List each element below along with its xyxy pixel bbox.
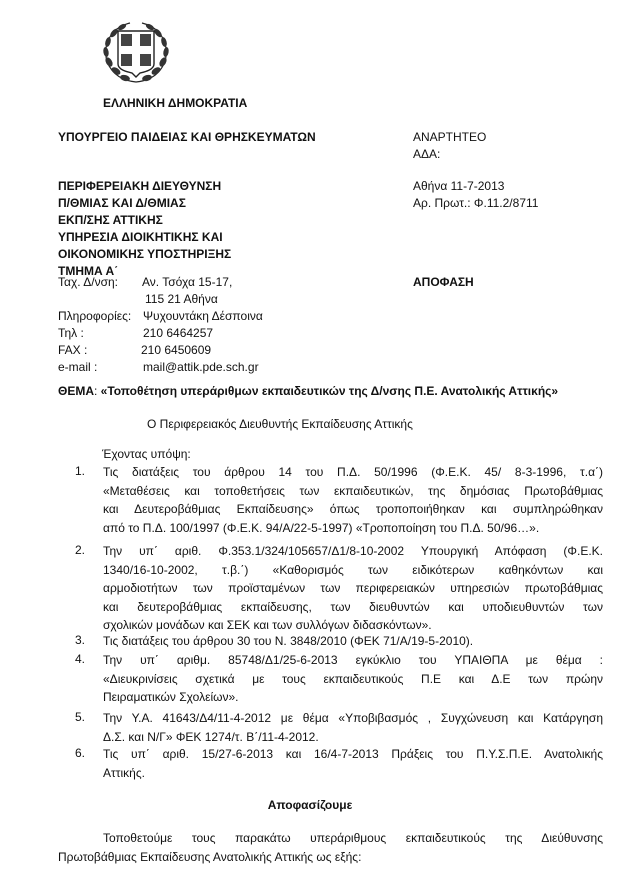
list-number: 3. — [75, 633, 86, 647]
email-value[interactable]: mail@attik.pde.sch.gr — [143, 360, 259, 374]
directorate-block — [58, 178, 231, 280]
list-line: Τις διατάξεις του άρθρου 14 του Π.Δ. 50/1996 (Φ.Ε.Κ. 45/ 8-3-1996, τ.α΄) — [103, 465, 603, 479]
list-item — [75, 542, 605, 636]
list-item — [75, 463, 605, 539]
list-line: Αττικής. — [103, 765, 145, 780]
list-item — [75, 709, 605, 749]
info-value: Ψυχουντάκη Δέσποινα — [143, 309, 263, 323]
phone-value: 210 6464257 — [143, 326, 214, 340]
list-line: σχολικών μονάδων και ΣΕΚ και των συλλόγων διδασκόντων». — [103, 618, 432, 633]
authority-line: Ο Περιφερειακός Διευθυντής Εκπαίδευσης Αττικής — [147, 417, 413, 431]
list-line: «Διευκρινίσεις σχετικά με τους εκπαιδευτικούς Π.Ε και Δ.Ε των πρώην — [103, 671, 603, 686]
list-number: 2. — [75, 543, 86, 557]
list-item — [75, 651, 605, 709]
subject-line — [58, 383, 558, 400]
directorate-line: ΕΚΠ/ΣΗΣ ΑΤΤΙΚΗΣ — [58, 213, 163, 227]
directorate-line: ΥΠΗΡΕΣΙΑ ΔΙΟΙΚΗΤΙΚΗΣ ΚΑΙ — [58, 230, 223, 244]
subject-separator: : — [94, 384, 101, 398]
list-line: Την Υ.Α. 41643/Δ4/11-4-2012 με θέμα «Υποβιβασμός , Συγχώνευση και Κατάργηση — [103, 711, 603, 725]
directorate-line: ΤΜΗΜΑ Α΄ — [58, 264, 119, 278]
list-line: από το Π.Δ. 100/1997 (Φ.Ε.Κ. 94/Α/22-5-1997) «Τροποποίηση του Π.Δ. 50/96…». — [103, 520, 540, 535]
ada-label: ΑΔΑ: — [413, 147, 441, 161]
posting-label: ΑΝΑΡΤΗΤΕΟ — [413, 130, 487, 144]
fax-value: 210 6450609 — [141, 343, 212, 357]
address-line2: 115 21 Αθήνα — [145, 292, 218, 306]
email-label: e-mail : — [58, 360, 98, 374]
address-label: Ταχ. Δ/νση: — [58, 275, 119, 289]
phone-label: Τηλ : — [58, 326, 84, 340]
fax-label: FAX : — [58, 343, 88, 357]
list-line: 1340/16-10-2002, τ.β.΄) «Καθορισμός των ειδικότερων καθηκόντων και — [103, 562, 603, 577]
republic-title: ΕΛΛΗΝΙΚΗ ΔΗΜΟΚΡΑΤΙΑ — [103, 96, 248, 110]
document-type: ΑΠΟΦΑΣΗ — [413, 275, 474, 289]
address-line1: Αν. Τσόχα 15-17, — [142, 275, 233, 289]
ministry-title: ΥΠΟΥΡΓΕΙΟ ΠΑΙΔΕΙΑΣ ΚΑΙ ΘΡΗΣΚΕΥΜΑΤΩΝ — [58, 130, 316, 144]
list-line: και δευτεροβάθμιας εκπαίδευσης, των διευθυντών και υποδιευθυντών των — [103, 599, 603, 614]
list-number: 6. — [75, 746, 86, 760]
decision-text-line1: Τοποθετούμε τους παρακάτω υπεράριθμους εκπαιδευτικούς της Διεύθυνσης — [103, 831, 603, 845]
list-number: 4. — [75, 652, 86, 666]
directorate-line: ΟΙΚΟΝΟΜΙΚΗΣ ΥΠΟΣΤΗΡΙΞΗΣ — [58, 247, 232, 261]
list-number: 5. — [75, 710, 86, 724]
list-line: Τις διατάξεις του άρθρου 30 του Ν. 3848/2010 (ΦΕΚ 71/Α/19-5-2010). — [103, 634, 474, 648]
directorate-line: Π/ΘΜΙΑΣ ΚΑΙ Δ/ΘΜΙΑΣ — [58, 196, 186, 210]
list-line: και Δευτεροβάθμιας Εκπαίδευσης» όπως τροποποιήθηκαν και συμπληρώθηκαν — [103, 502, 603, 517]
directorate-line: ΠΕΡΙΦΕΡΕΙΑΚΗ ΔΙΕΥΘΥΝΣΗ — [58, 179, 222, 193]
list-line: Την υπ΄ αριθ. Φ.353.1/324/105657/Δ1/8-10-2002 Υπουργική Απόφαση (Φ.Ε.Κ. — [103, 544, 603, 558]
list-item — [75, 632, 605, 652]
info-label: Πληροφορίες: — [58, 309, 132, 323]
protocol-number: Αρ. Πρωτ.: Φ.11.2/8711 — [413, 196, 539, 210]
list-number: 1. — [75, 464, 86, 478]
list-line: Πειραματικών Σχολείων». — [103, 690, 239, 705]
list-line: «Μεταθέσεις και τοποθετήσεις των εκπαιδευτικών, της δημόσιας Πρωτοβάθμιας — [103, 483, 603, 498]
considering-heading: Έχοντας υπόψη: — [102, 447, 191, 461]
list-item — [75, 745, 605, 785]
document-date: Αθήνα 11-7-2013 — [413, 179, 505, 193]
subject-label: ΘΕΜΑ — [58, 384, 94, 398]
decision-heading: Αποφασίζουμε — [267, 798, 353, 812]
list-line: Την υπ΄ αριθμ. 85748/Δ1/25-6-2013 εγκύκλιο του ΥΠΑΙΘΠΑ με θέμα : — [103, 653, 603, 667]
subject-text: «Τοποθέτηση υπεράριθμων εκπαιδευτικών της Δ/νσης Π.Ε. Ανατολικής Αττικής» — [100, 384, 559, 398]
list-line: Δ.Σ. και Ν/Γ» ΦΕΚ 1274/τ. Β΄/11-4-2012. — [103, 729, 319, 744]
list-line: Τις υπ΄ αριθ. 15/27-6-2013 και 16/4-7-2013 Πράξεις του Π.Υ.Σ.Π.Ε. Ανατολικής — [103, 747, 603, 761]
greek-coat-of-arms-icon — [100, 18, 172, 88]
decision-text-line2: Πρωτοβάθμιας Εκπαίδευσης Ανατολικής Αττικής ως εξής: — [58, 850, 362, 864]
list-line: αρμοδιοτήτων των προϊσταμένων των περιφερειακών υπηρεσιών πρωτοβάθμιας — [103, 581, 603, 596]
